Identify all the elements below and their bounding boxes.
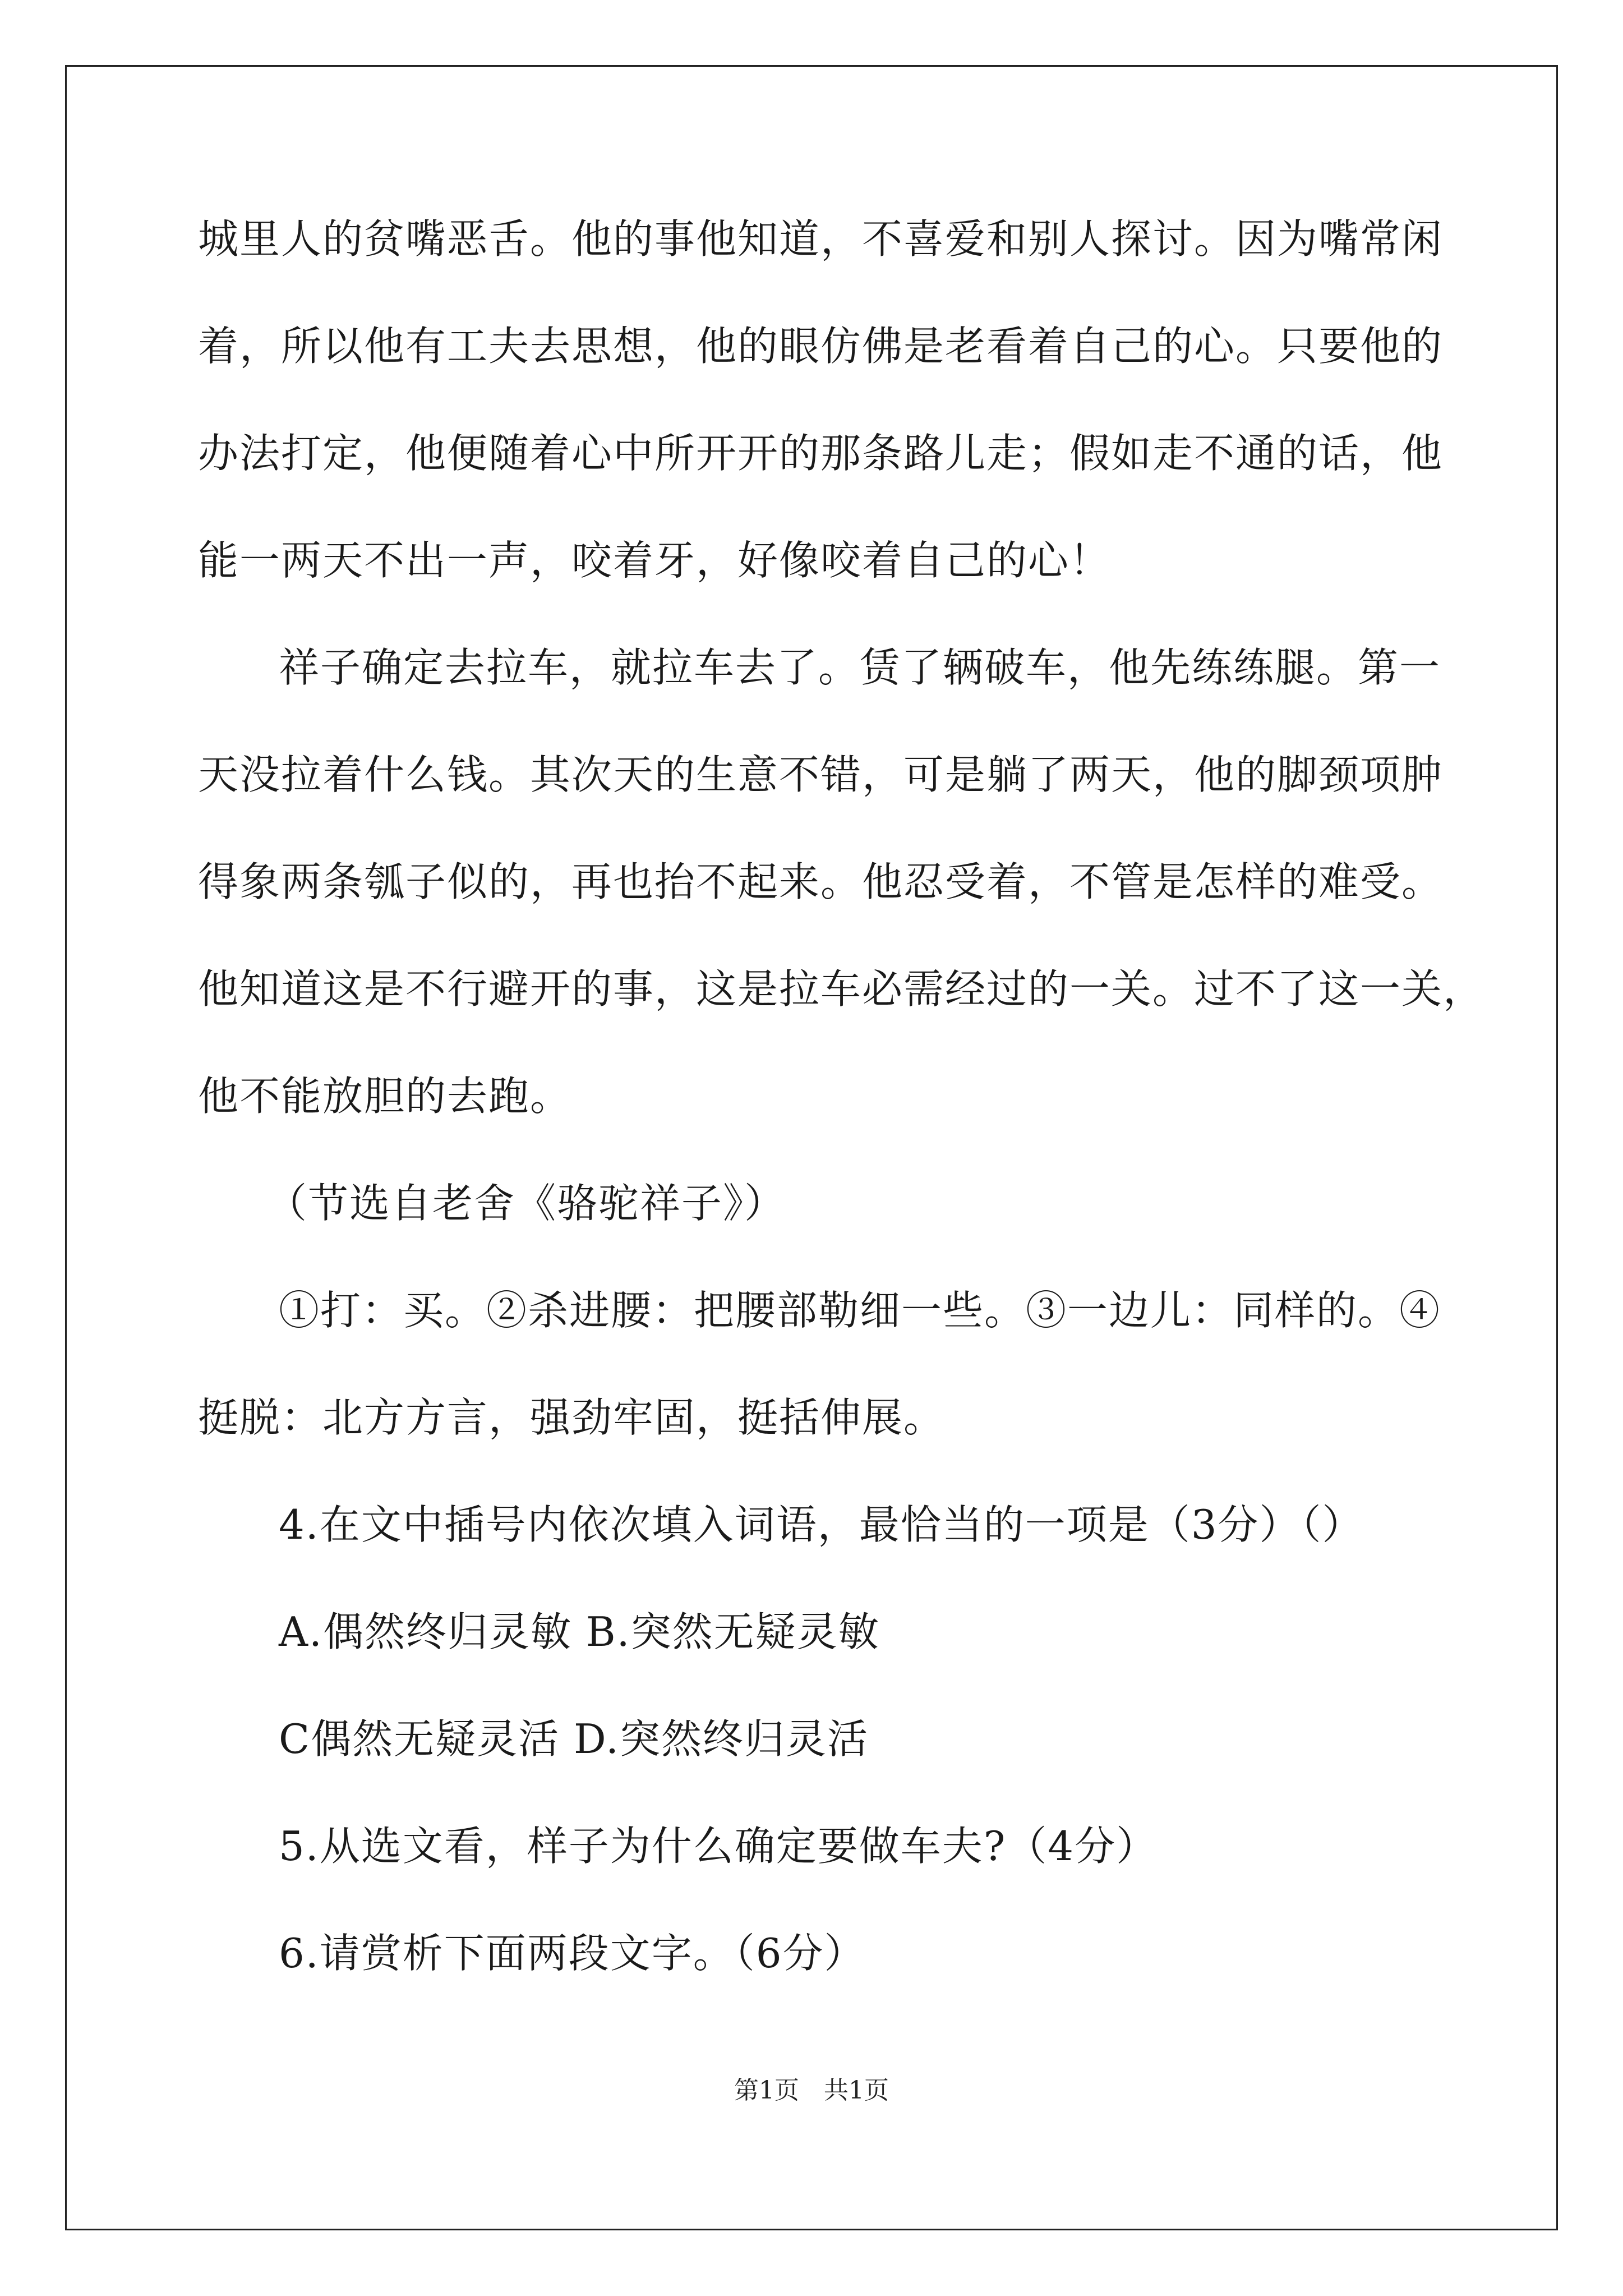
question-6: 6.请赏析下面两段文字。（6分） [279, 1930, 866, 1977]
question-4-options-ab: A.偶然终归灵敏 B.突然无疑灵敏 [279, 1608, 880, 1655]
document-body [198, 215, 1485, 2040]
paragraph-line: 办法打定，他便随着心中所开开的那条路儿走；假如走不通的话，他 [198, 430, 1444, 477]
notes-line: ①打：买。②杀进腰：把腰部勒细一些。③一边儿：同样的。④ [279, 1287, 1441, 1334]
source-citation: （节选自老舍《骆驼祥子》） [266, 1180, 786, 1227]
paragraph-line: 天没拉着什么钱。其次天的生意不错，可是躺了两天，他的脚颈项肿 [198, 751, 1444, 798]
paragraph-line: 能一两天不出一声，咬着牙，好像咬着自己的心！ [198, 537, 1112, 584]
paragraph-line: 得象两条瓠子似的，再也抬不起来。他忍受着，不管是怎样的难受。 [198, 858, 1444, 905]
paragraph-line: 着，所以他有工夫去思想，他的眼仿佛是老看着自己的心。只要他的 [198, 323, 1444, 370]
paragraph-line: 他不能放胆的去跑。 [198, 1073, 572, 1120]
notes-line: 挺脱：北方方言，强劲牢固，挺括伸展。 [198, 1394, 946, 1441]
question-4-options-cd: C偶然无疑灵活 D.突然终归灵活 [279, 1715, 869, 1763]
paragraph-line: 城里人的贫嘴恶舌。他的事他知道，不喜爱和别人探讨。因为嘴常闲 [198, 215, 1444, 263]
question-4: 4.在文中插号内依次填入词语，最恰当的一项是（3分）（） [279, 1501, 1364, 1548]
paragraph-line: 祥子确定去拉车，就拉车去了。赁了辆破车，他先练练腿。第一 [279, 644, 1441, 691]
question-5: 5.从选文看，样子为什么确定要做车夫?（4分） [279, 1823, 1158, 1870]
paragraph-line: 他知道这是不行避开的事，这是拉车必需经过的一关。过不了这一关， [198, 965, 1485, 1013]
page-number-footer: 第1页 共1页 [734, 2076, 889, 2105]
